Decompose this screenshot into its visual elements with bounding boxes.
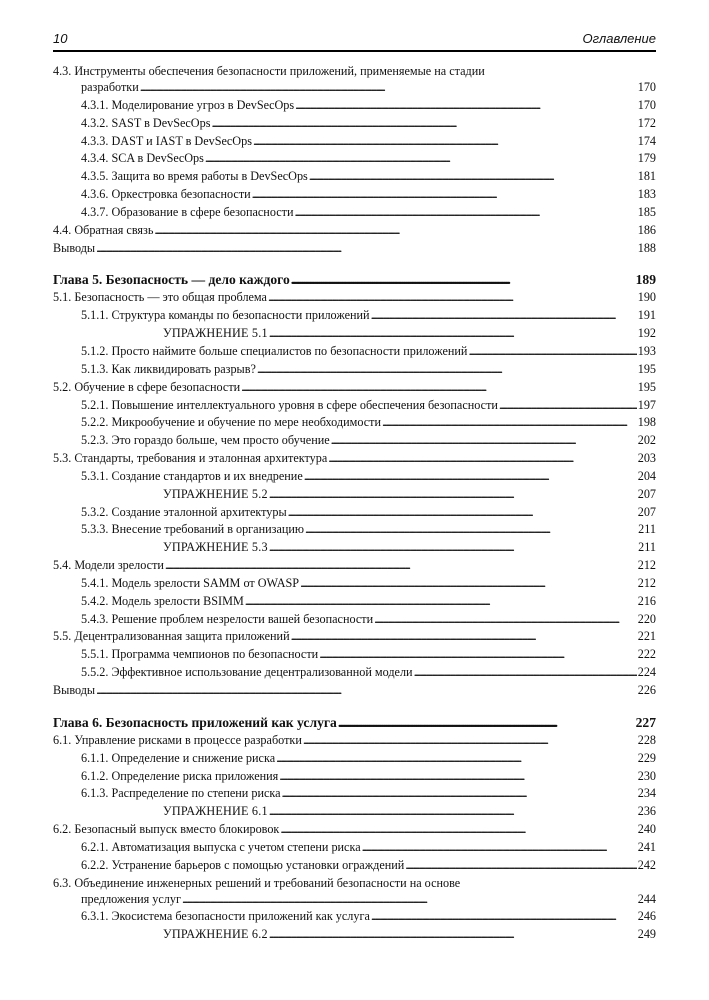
- toc-exercise-entry[interactable]: [53, 539, 656, 557]
- toc-entry-title: 5.2. Обучение в сфере безопасности: [53, 379, 241, 394]
- toc-entry-title: 5.2.1. Повышение интеллектуального уровня в сфере обеспечения безопасности: [81, 397, 498, 412]
- toc-entry[interactable]: [53, 397, 656, 415]
- toc-page-number: 230: [637, 768, 656, 783]
- toc-page-number: 189: [635, 272, 656, 288]
- toc-entry[interactable]: [53, 204, 656, 222]
- toc-entry[interactable]: [53, 521, 656, 539]
- toc-entry-title: 5.3.1. Создание стандартов и их внедрение: [81, 468, 303, 483]
- toc-page-number: 207: [637, 486, 656, 501]
- toc-page-number: 172: [637, 115, 656, 130]
- toc-exercise-entry[interactable]: [53, 486, 656, 504]
- toc-entry-title: 6.1.2. Определение риска приложения: [81, 768, 279, 783]
- toc-page-number: 203: [637, 451, 656, 466]
- toc-entry[interactable]: [53, 839, 656, 857]
- toc-entry-title: УПРАЖНЕНИЕ 5.2: [163, 486, 268, 501]
- toc-entry-title: 5.4.1. Модель зрелости SAMM от OWASP: [81, 575, 300, 590]
- toc-page-number: 197: [637, 397, 656, 412]
- toc-entry-title: 5.1.3. Как ликвидировать разрыв?: [81, 361, 256, 376]
- toc-page-number: 229: [637, 750, 656, 765]
- toc-entry[interactable]: [53, 768, 656, 786]
- toc-entry[interactable]: [53, 821, 656, 839]
- toc-page-number: 190: [637, 290, 656, 305]
- toc-page-number: 226: [637, 683, 656, 697]
- dot-leader: [269, 539, 637, 557]
- dot-leader: [211, 115, 636, 133]
- toc-entry-title: 6.1. Управление рисками в процессе разработки: [53, 732, 302, 747]
- toc-entry[interactable]: [53, 289, 656, 307]
- toc-entry-heading-line[interactable]: [53, 63, 656, 79]
- dot-leader: [282, 785, 637, 803]
- toc-page-number: 202: [637, 433, 656, 448]
- toc-entry-title: УПРАЖНЕНИЕ 5.1: [163, 326, 268, 341]
- toc-entry[interactable]: [53, 79, 656, 97]
- dot-leader: [205, 150, 637, 168]
- toc-entry[interactable]: [53, 575, 656, 593]
- toc-chapter-heading[interactable]: [53, 270, 656, 289]
- toc-entry[interactable]: [53, 785, 656, 803]
- toc-entry-title: 5.1.1. Структура команды по безопасности приложений: [81, 308, 370, 323]
- toc-entry-title: 5.5. Децентрализованная защита приложений: [53, 629, 290, 644]
- toc-entry[interactable]: [53, 222, 656, 240]
- toc-page-number: 183: [637, 187, 656, 202]
- toc-entry[interactable]: [53, 857, 656, 875]
- toc-page-number: 195: [637, 361, 656, 376]
- dot-leader: [288, 504, 637, 522]
- toc-entry-title: 4.3.3. DAST и IAST в DevSecOps: [81, 133, 252, 148]
- toc-page-number: 181: [637, 169, 656, 184]
- toc-page-number: 240: [637, 822, 656, 837]
- dot-leader: [154, 222, 636, 240]
- dot-leader: [319, 646, 637, 664]
- dot-leader: [305, 521, 637, 539]
- toc-entry[interactable]: [53, 450, 656, 468]
- toc-page-number: 242: [637, 857, 656, 872]
- dot-leader: [295, 97, 637, 115]
- dot-leader: [309, 168, 637, 186]
- toc-entry-title: 4.3. Инструменты обеспечения безопасности приложений, применяемые на стадии: [53, 64, 485, 78]
- dot-leader: [382, 414, 637, 432]
- toc-entry[interactable]: [53, 504, 656, 522]
- toc-exercise-entry[interactable]: [53, 325, 656, 343]
- dot-leader: [257, 361, 637, 379]
- dot-leader: [96, 240, 637, 258]
- toc-entry[interactable]: [53, 891, 656, 909]
- toc-page-number: 216: [637, 593, 656, 608]
- dot-leader: [499, 397, 637, 415]
- dot-leader: [300, 575, 637, 593]
- toc-entry-title: 5.1. Безопасность — это общая проблема: [53, 290, 267, 305]
- dot-leader: [291, 628, 637, 646]
- toc-entry[interactable]: [53, 133, 656, 151]
- dot-leader: [269, 803, 637, 821]
- toc-entry[interactable]: [53, 557, 656, 575]
- toc-entry-title: 5.3. Стандарты, требования и эталонная архитектура: [53, 451, 328, 466]
- toc-entry-title: 6.2.1. Автоматизация выпуска с учетом степени риска: [81, 839, 361, 854]
- toc-entry-title: предложения услуг: [81, 891, 181, 906]
- toc-page-number: 195: [637, 379, 656, 394]
- dot-leader: [371, 307, 637, 325]
- dot-leader: [165, 557, 637, 575]
- table-of-contents: [53, 63, 656, 944]
- toc-page-number: 212: [637, 558, 656, 573]
- dot-leader: [280, 821, 636, 839]
- toc-entry-title: 5.4.2. Модель зрелости BSIMM: [81, 593, 244, 608]
- toc-entry-title: 5.4.3. Решение проблем незрелости вашей безопасности: [81, 611, 374, 626]
- toc-entry-title: УПРАЖНЕНИЕ 6.2: [163, 927, 268, 942]
- toc-entry-title: 5.1.2. Просто наймите больше специалистов по безопасности приложений: [81, 343, 468, 358]
- dot-leader: [362, 839, 637, 857]
- toc-page-number: 228: [637, 732, 656, 747]
- toc-entry-title: 6.3. Объединение инженерных решений и требований безопасности на основе: [53, 875, 461, 890]
- page-number: 10: [53, 31, 68, 46]
- toc-page-number: 193: [637, 343, 656, 358]
- toc-entry-title: 4.3.4. SCA в DevSecOps: [81, 151, 204, 166]
- toc-entry-title: УПРАЖНЕНИЕ 5.3: [163, 540, 268, 555]
- dot-leader: [96, 682, 637, 700]
- toc-entry[interactable]: [53, 468, 656, 486]
- toc-exercise-entry[interactable]: [53, 803, 656, 821]
- dot-leader: [182, 891, 637, 909]
- toc-entry-title: Выводы: [53, 683, 96, 697]
- toc-entry[interactable]: [53, 240, 656, 258]
- dot-leader: [291, 270, 635, 289]
- toc-exercise-entry[interactable]: [53, 926, 656, 944]
- toc-entry[interactable]: [53, 186, 656, 204]
- toc-entry-title: 5.2.3. Это гораздо больше, чем просто обучение: [81, 433, 330, 448]
- dot-leader: [414, 664, 637, 682]
- dot-leader: [405, 857, 636, 875]
- toc-entry[interactable]: [53, 732, 656, 750]
- dot-leader: [276, 750, 637, 768]
- dot-leader: [374, 611, 637, 629]
- toc-entry-title: 4.3.7. Образование в сфере безопасности: [81, 204, 294, 219]
- toc-entry-title: 4.3.5. Защита во время работы в DevSecOps: [81, 169, 308, 184]
- dot-leader: [241, 379, 637, 397]
- chapter-title: Глава 6. Безопасность приложений как услуга: [53, 714, 337, 730]
- toc-page-number: 227: [635, 714, 656, 730]
- toc-entry-title: 5.4. Модели зрелости: [53, 558, 164, 573]
- chapter-title: Глава 5. Безопасность — дело каждого: [53, 272, 290, 288]
- toc-entry-title: 5.5.1. Программа чемпионов по безопасности: [81, 647, 319, 662]
- toc-page-number: 234: [637, 786, 656, 801]
- toc-entry[interactable]: [53, 664, 656, 682]
- toc-page-number: 244: [637, 891, 656, 906]
- toc-entry-title: УПРАЖНЕНИЕ 6.1: [163, 804, 268, 819]
- toc-page-number: 170: [637, 80, 656, 94]
- toc-entry[interactable]: [53, 379, 656, 397]
- dot-leader: [294, 204, 636, 222]
- toc-page-number: 220: [637, 611, 656, 626]
- header-rule: [53, 50, 656, 52]
- toc-page-number: 204: [637, 468, 656, 483]
- toc-entry[interactable]: [53, 414, 656, 432]
- dot-leader: [268, 289, 637, 307]
- toc-page-number: 246: [637, 909, 656, 924]
- toc-entry-heading-line[interactable]: [53, 875, 656, 891]
- toc-entry-title: Выводы: [53, 240, 96, 255]
- toc-page-number: 236: [637, 804, 656, 819]
- toc-entry-title: 5.2.2. Микрообучение и обучение по мере необходимости: [81, 415, 381, 430]
- toc-entry[interactable]: [53, 682, 656, 700]
- toc-entry-title: 6.1.1. Определение и снижение риска: [81, 750, 276, 765]
- toc-page-number: 249: [637, 927, 656, 942]
- toc-entry[interactable]: [53, 593, 656, 611]
- toc-page-number: 170: [637, 97, 656, 112]
- toc-entry[interactable]: [53, 150, 656, 168]
- toc-entry[interactable]: [53, 115, 656, 133]
- toc-page-number: 211: [638, 540, 656, 555]
- toc-entry-title: 4.3.6. Оркестровка безопасности: [81, 187, 251, 202]
- dot-leader: [140, 79, 637, 97]
- toc-page-number: 241: [637, 839, 656, 854]
- toc-entry[interactable]: [53, 361, 656, 379]
- toc-page-number: 188: [637, 240, 656, 255]
- dot-leader: [269, 486, 637, 504]
- dot-leader: [371, 908, 637, 926]
- toc-entry[interactable]: [53, 432, 656, 450]
- toc-entry-title: 4.3.2. SAST в DevSecOps: [81, 115, 211, 130]
- dot-leader: [328, 450, 636, 468]
- toc-page-number: 174: [637, 133, 656, 148]
- running-title: Оглавление: [582, 31, 656, 46]
- toc-page-number: 192: [637, 326, 656, 341]
- toc-entry[interactable]: [53, 646, 656, 664]
- toc-page-number: 191: [637, 308, 656, 323]
- toc-entry-title: 4.3.1. Моделирование угроз в DevSecOps: [81, 97, 295, 112]
- toc-page-number: 186: [637, 222, 656, 237]
- toc-entry-title: разработки: [81, 80, 139, 94]
- toc-entry-title: 4.4. Обратная связь: [53, 222, 154, 237]
- dot-leader: [253, 133, 637, 151]
- toc-page-number: 198: [637, 415, 656, 430]
- toc-entry[interactable]: [53, 97, 656, 115]
- toc-page-number: 221: [637, 629, 656, 644]
- running-header: [53, 31, 656, 49]
- dot-leader: [303, 732, 637, 750]
- toc-entry-title: 6.3.1. Экосистема безопасности приложений как услуга: [81, 909, 370, 924]
- toc-entry-title: 6.2.2. Устранение барьеров с помощью установки ограждений: [81, 857, 405, 872]
- dot-leader: [338, 713, 635, 732]
- toc-entry[interactable]: [53, 611, 656, 629]
- toc-entry[interactable]: [53, 168, 656, 186]
- dot-leader: [468, 343, 636, 361]
- toc-page-number: 224: [637, 665, 656, 680]
- toc-page-number: 185: [637, 204, 656, 219]
- dot-leader: [331, 432, 637, 450]
- toc-page-number: 179: [637, 151, 656, 166]
- toc-entry-title: 5.3.2. Создание эталонной архитектуры: [81, 504, 287, 519]
- toc-entry[interactable]: [53, 307, 656, 325]
- toc-entry[interactable]: [53, 628, 656, 646]
- dot-leader: [269, 325, 637, 343]
- dot-leader: [304, 468, 637, 486]
- toc-entry[interactable]: [53, 908, 656, 926]
- toc-entry-title: 6.1.3. Распределение по степени риска: [81, 786, 281, 801]
- toc-page-number: 222: [637, 647, 656, 662]
- toc-page-number: 207: [637, 504, 656, 519]
- toc-page-number: 211: [638, 522, 656, 537]
- toc-entry-title: 5.3.3. Внесение требований в организацию: [81, 522, 305, 537]
- dot-leader: [245, 593, 637, 611]
- toc-entry[interactable]: [53, 750, 656, 768]
- toc-entry[interactable]: [53, 343, 656, 361]
- toc-entry-title: 5.5.2. Эффективное использование децентрализованной модели: [81, 665, 413, 680]
- dot-leader: [279, 768, 636, 786]
- toc-page-number: 212: [637, 575, 656, 590]
- dot-leader: [252, 186, 637, 204]
- dot-leader: [269, 926, 637, 944]
- toc-chapter-heading[interactable]: [53, 713, 656, 732]
- toc-entry-title: 6.2. Безопасный выпуск вместо блокировок: [53, 822, 280, 837]
